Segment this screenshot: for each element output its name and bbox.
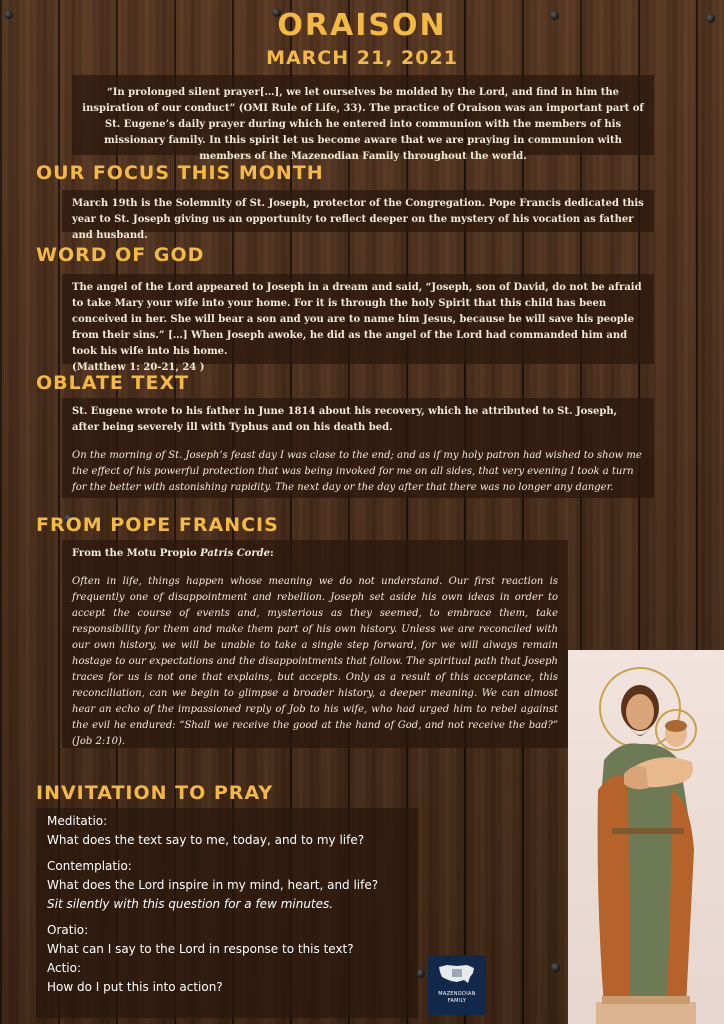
oratio-label: Oratio: xyxy=(47,923,89,937)
pope-source-prefix: From the Motu Propio xyxy=(72,548,201,559)
actio-question: How do I put this into action? xyxy=(47,980,223,994)
focus-text: March 19th is the Solemnity of St. Joseph, protector of the Congregation. Pope Francis dedicated this year to St. Joseph giving us an opportunity to reflect deeper on the mystery of his vocation as father and husband. xyxy=(72,198,644,241)
actio-label: Actio: xyxy=(47,961,82,975)
contemplatio-question: What does the Lord inspire in my mind, heart, and life? xyxy=(47,878,379,892)
pope-source-suffix: : xyxy=(269,548,274,559)
pope-quote: Often in life, things happen whose meaning we do not understand. Our first reaction is frequently one of disappointment and rebellion. Joseph set aside his own ideas in order to accept the course of events and, mysterious as they seemed, to embrace them, take responsibility for them and make them part of his own history. Unless we are reconciled with our own history, we will be unable to take a single step forward, for we will always remain hostage to our expectations and the disappointments that follow. The spiritual path that Joseph traces for us is not one that explains, but accepts. Only as a result of this acceptance, this reconciliation, can we begin to glimpse a broader history, a deeper meaning. We can almost hear an echo of the impassioned reply of Job to his wife, who had urged him to rebel against the evil he endured: “Shall we receive the good at the hand of God, and not receive the bad?” (Job 2:10). xyxy=(72,576,558,747)
focus-panel xyxy=(62,190,654,241)
contemplatio-label: Contemplatio: xyxy=(47,859,132,873)
logo-text xyxy=(428,991,486,1005)
word-panel xyxy=(62,274,654,373)
pope-panel xyxy=(62,540,568,748)
pope-source-title: Patris Corde xyxy=(200,548,270,559)
word-text: The angel of the Lord appeared to Joseph in a dream and said, “Joseph, son of David, do not be afraid to take Mary your wife into your home. For it is through the holy Spirit that this child has been conceived in her. She will bear a son and you are to name him Jesus, because he will save his people from their sins.” […] When Joseph awoke, he did as the angel of the Lord had commanded him and took his wife into his home. xyxy=(72,282,642,357)
pope-heading: FROM POPE FRANCIS xyxy=(36,514,279,536)
st-joseph-statue-image xyxy=(568,650,724,1024)
oblate-quote: On the morning of St. Joseph’s feast day I was close to the end; and as if my holy patron had wished to show me the effect of his powerful protection that was being invoked for me on all sides, that very evening I took a turn for the better with astonishing rapidity. The next day or the day after that there was no longer any danger. xyxy=(72,450,642,493)
page-title: ORAISON xyxy=(277,8,447,43)
word-reference: (Matthew 1: 20-21, 24 ) xyxy=(72,362,205,373)
oratio-question: What can I say to the Lord in response to this text? xyxy=(47,942,354,956)
oblate-heading: OBLATE TEXT xyxy=(36,372,190,394)
invitation-heading: INVITATION TO PRAY xyxy=(36,782,274,804)
oblate-panel xyxy=(62,398,654,498)
usa-map-icon xyxy=(437,961,477,987)
word-heading: WORD OF GOD xyxy=(36,244,205,266)
invitation-panel xyxy=(36,808,418,1018)
meditatio-label: Meditatio: xyxy=(47,814,108,828)
focus-heading: OUR FOCUS THIS MONTH xyxy=(36,162,324,184)
intro-panel xyxy=(72,75,654,162)
oblate-intro: St. Eugene wrote to his father in June 1814 about his recovery, which he attributed to St. Joseph, after being severely ill with Typhus and on his death bed. xyxy=(72,406,618,433)
page-date: MARCH 21, 2021 xyxy=(266,47,458,69)
contemplatio-note: Sit silently with this question for a few minutes. xyxy=(47,897,334,911)
pope-source xyxy=(72,546,558,562)
logo-line-2: FAMILY xyxy=(447,998,467,1004)
mazenodian-family-logo xyxy=(428,955,486,1015)
meditatio-question: What does the text say to me, today, and to my life? xyxy=(47,833,365,847)
nail-icon xyxy=(551,963,560,972)
intro-text: “In prolonged silent prayer[…], we let ourselves be molded by the Lord, and find in him the inspiration of our conduct” (OMI Rule of Life, 33). The practice of Oraison was an important part of St. Eugene’s daily prayer during which he entered into communion with the members of his missionary family. In this spirit let us become aware that we are praying in communion with members of the Mazenodian Family throughout the world. xyxy=(82,87,644,162)
logo-line-1: MAZENODIAN xyxy=(438,991,476,997)
